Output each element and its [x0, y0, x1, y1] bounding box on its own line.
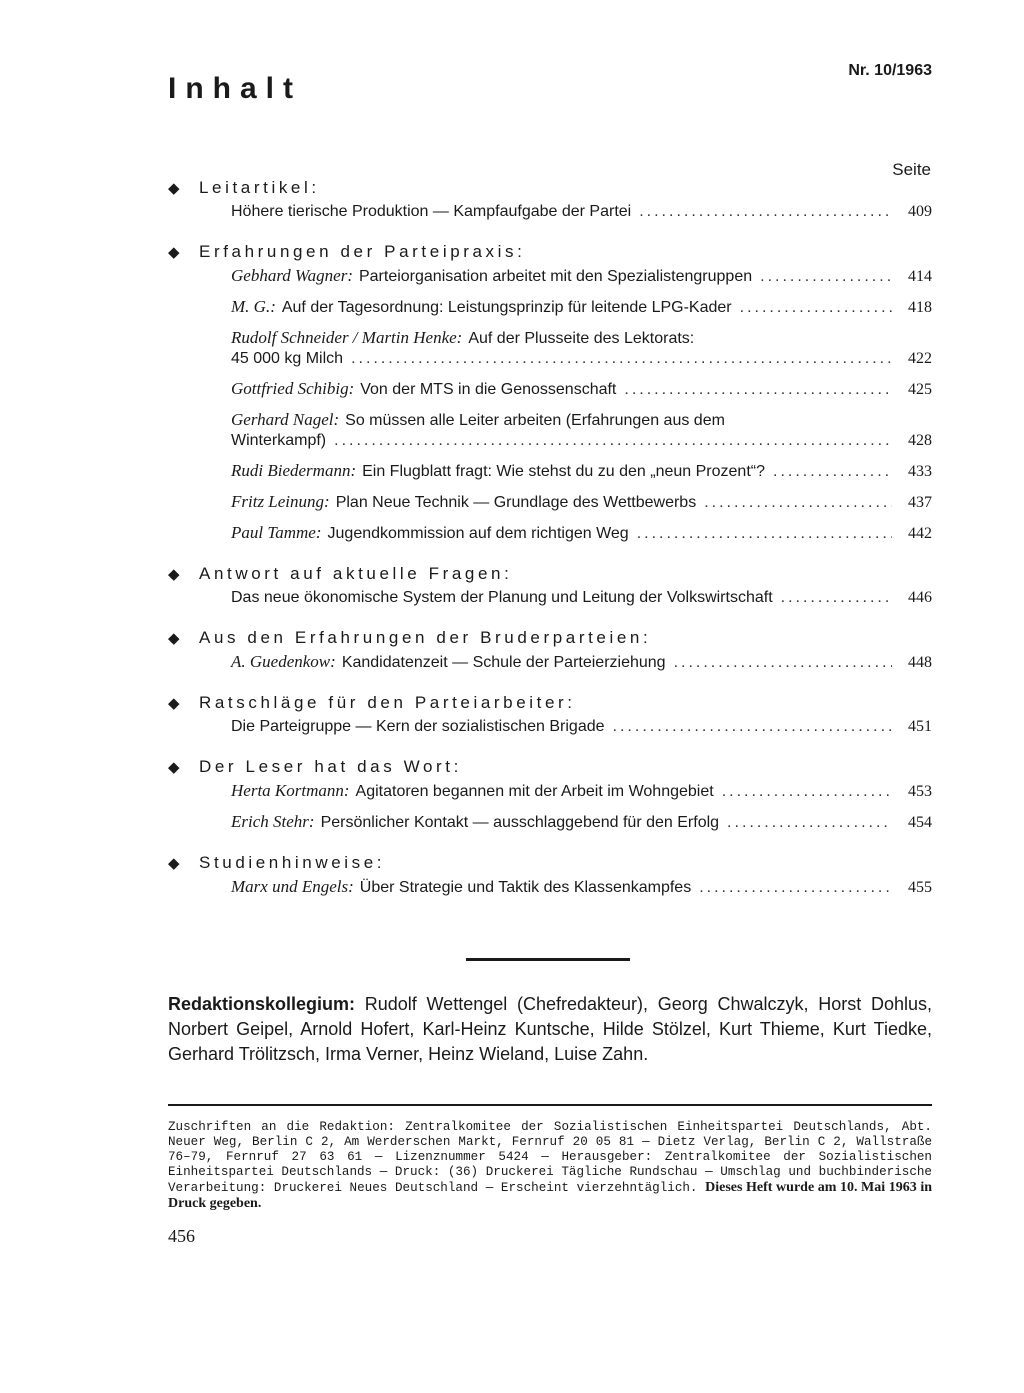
toc-entry — [231, 328, 932, 369]
entry-page-number: 455 — [908, 879, 932, 896]
entry-title: Das neue ökonomische System der Planung und Leitung der Volkswirtschaft — [231, 589, 773, 606]
entry-title: Persönlicher Kontakt — ausschlaggebend für den Erfolg — [320, 814, 720, 831]
leader-dots — [740, 298, 892, 318]
entry-title-continuation: Winterkampf) — [231, 432, 327, 449]
section-heading — [168, 628, 932, 648]
entry-page-number: 454 — [908, 814, 932, 831]
section-title: Aus den Erfahrungen der Bruderparteien: — [199, 628, 652, 647]
entry-page-number: 448 — [908, 654, 932, 671]
section-title: Studienhinweise: — [199, 853, 386, 872]
leader-dots — [674, 653, 892, 673]
entry-title: Von der MTS in die Genossenschaft — [360, 381, 617, 398]
entry-author: Rudi Biedermann: — [231, 461, 357, 480]
toc-section — [168, 242, 932, 544]
entry-page-number: 428 — [908, 432, 932, 449]
toc-entry — [231, 379, 932, 400]
entry-title: Parteiorganisation arbeitet mit den Spezialistengruppen — [358, 268, 753, 285]
entry-page-number: 418 — [908, 299, 932, 316]
diamond-bullet-icon: ◆ — [168, 630, 180, 647]
toc-entry — [231, 588, 932, 608]
entry-author: Fritz Leinung: — [231, 492, 330, 511]
entry-author: Paul Tamme: — [231, 523, 322, 542]
toc-entry — [231, 297, 932, 318]
toc-entry — [231, 492, 932, 513]
editorial-board-members: Rudolf Wettengel (Chefredakteur), Georg Chwalczyk, Horst Dohlus, Norbert Geipel, Arnold Hofert, Karl-Heinz Kuntsche, Hilde Stölzel, Kurt Thieme, Kurt Tiedke, Gerhard Trölitzsch, Irma Verner, Heinz Wieland, Luise Zahn. — [168, 994, 932, 1064]
toc-section — [168, 693, 932, 737]
imprint — [168, 1120, 932, 1212]
entry-page-number: 422 — [908, 350, 932, 367]
toc-entry — [231, 461, 932, 482]
leader-dots — [637, 524, 892, 544]
leader-dots — [722, 782, 892, 802]
section-heading — [168, 564, 932, 584]
editorial-board-label: Redaktionskollegium: — [168, 994, 356, 1014]
entry-title: Die Parteigruppe — Kern der sozialistischen Brigade — [231, 718, 605, 735]
diamond-bullet-icon: ◆ — [168, 759, 180, 776]
toc-section — [168, 757, 932, 833]
leader-dots — [727, 813, 892, 833]
issue-number: Nr. 10/1963 — [848, 62, 932, 79]
entry-author: Gebhard Wagner: — [231, 266, 353, 285]
entry-page-number: 442 — [908, 525, 932, 542]
toc-section — [168, 853, 932, 898]
toc-entry — [231, 523, 932, 544]
leader-dots — [760, 267, 892, 287]
leader-dots — [351, 349, 892, 369]
entry-title: Auf der Tagesordnung: Leistungsprinzip für leitende LPG-Kader — [281, 299, 732, 316]
entry-title: So müssen alle Leiter arbeiten (Erfahrungen aus dem — [345, 412, 725, 429]
entry-page-number: 409 — [908, 203, 932, 220]
leader-dots — [624, 380, 892, 400]
entry-author: A. Guedenkow: — [231, 652, 336, 671]
toc-section — [168, 178, 932, 222]
entry-author: Gottfried Schibig: — [231, 379, 355, 398]
toc-entry — [231, 812, 932, 833]
imprint-text: Zuschriften an die Redaktion: Zentralkomitee der Sozialistischen Einheitspartei Deutschlands, Abt. Neuer Weg, Berlin C 2, Am Werderschen Markt, Fernruf 20 05 81 — Dietz Verlag, Berlin C 2, Wallstraße 76–79, Fernruf 27 63 61 — Lizenznummer 5424 — Herausgeber: Zentralkomitee der Sozialistischen Einheitspartei Deutschlands — Druck: (36) Druckerei Tägliche Rundschau — Umschlag und buchbinderische Verarbeitung: Druckerei Neues Deutschland — Erscheint vierzehntäglich. — [168, 1120, 932, 1195]
section-title: Leitartikel: — [199, 178, 320, 197]
diamond-bullet-icon: ◆ — [168, 180, 180, 197]
section-title: Erfahrungen der Parteipraxis: — [199, 242, 526, 261]
leader-dots — [781, 588, 892, 608]
entry-author: Rudolf Schneider / Martin Henke: — [231, 328, 463, 347]
entry-page-number: 451 — [908, 718, 932, 735]
editorial-board — [168, 992, 932, 1067]
footer-rule — [168, 1104, 932, 1106]
section-heading — [168, 242, 932, 262]
toc-entry — [231, 781, 932, 802]
page-number: 456 — [168, 1226, 195, 1246]
entry-title-continuation: 45 000 kg Milch — [231, 350, 344, 367]
section-heading — [168, 757, 932, 777]
section-heading — [168, 178, 932, 198]
table-of-contents — [168, 178, 932, 918]
divider-line — [466, 958, 630, 961]
leader-dots — [334, 431, 892, 451]
toc-section — [168, 628, 932, 673]
diamond-bullet-icon: ◆ — [168, 695, 180, 712]
entry-page-number: 433 — [908, 463, 932, 480]
entry-title: Höhere tierische Produktion — Kampfaufgabe der Partei — [231, 203, 632, 220]
entry-author: Gerhard Nagel: — [231, 410, 340, 429]
entry-title: Kandidatenzeit — Schule der Parteierziehung — [341, 654, 666, 671]
toc-section — [168, 564, 932, 608]
toc-entry — [231, 877, 932, 898]
entry-author: Herta Kortmann: — [231, 781, 350, 800]
entry-author: Erich Stehr: — [231, 812, 315, 831]
diamond-bullet-icon: ◆ — [168, 244, 180, 261]
entry-page-number: 425 — [908, 381, 932, 398]
entry-page-number: 446 — [908, 589, 932, 606]
toc-entry — [231, 652, 932, 673]
diamond-bullet-icon: ◆ — [168, 566, 180, 583]
section-title: Ratschläge für den Parteiarbeiter: — [199, 693, 576, 712]
toc-entry — [231, 266, 932, 287]
entry-title: Agitatoren begannen mit der Arbeit im Wohngebiet — [355, 783, 714, 800]
entry-title: Über Strategie und Taktik des Klassenkampfes — [359, 879, 692, 896]
entry-title: Plan Neue Technik — Grundlage des Wettbewerbs — [335, 494, 697, 511]
leader-dots — [699, 878, 892, 898]
toc-entry — [231, 410, 932, 451]
entry-author: M. G.: — [231, 297, 276, 316]
page-column-label: Seite — [892, 160, 931, 179]
toc-entry — [231, 202, 932, 222]
page-title: Inhalt — [168, 72, 302, 105]
entry-page-number: 437 — [908, 494, 932, 511]
leader-dots — [639, 202, 892, 222]
entry-title: Ein Flugblatt fragt: Wie stehst du zu den „neun Prozent“? — [362, 463, 765, 480]
toc-entry — [231, 717, 932, 737]
section-heading — [168, 853, 932, 873]
leader-dots — [704, 493, 892, 513]
section-title: Antwort auf aktuelle Fragen: — [199, 564, 513, 583]
entry-page-number: 414 — [908, 268, 932, 285]
section-heading — [168, 693, 932, 713]
leader-dots — [613, 717, 892, 737]
leader-dots — [773, 462, 892, 482]
diamond-bullet-icon: ◆ — [168, 855, 180, 872]
entry-title: Jugendkommission auf dem richtigen Weg — [327, 525, 629, 542]
entry-page-number: 453 — [908, 783, 932, 800]
entry-author: Marx und Engels: — [231, 877, 354, 896]
entry-title: Auf der Plusseite des Lektorats: — [468, 330, 695, 347]
print-note: Dieses Heft wurde am 10. Mai 1963 in Druck gegeben. — [168, 1180, 932, 1211]
section-title: Der Leser hat das Wort: — [199, 757, 462, 776]
